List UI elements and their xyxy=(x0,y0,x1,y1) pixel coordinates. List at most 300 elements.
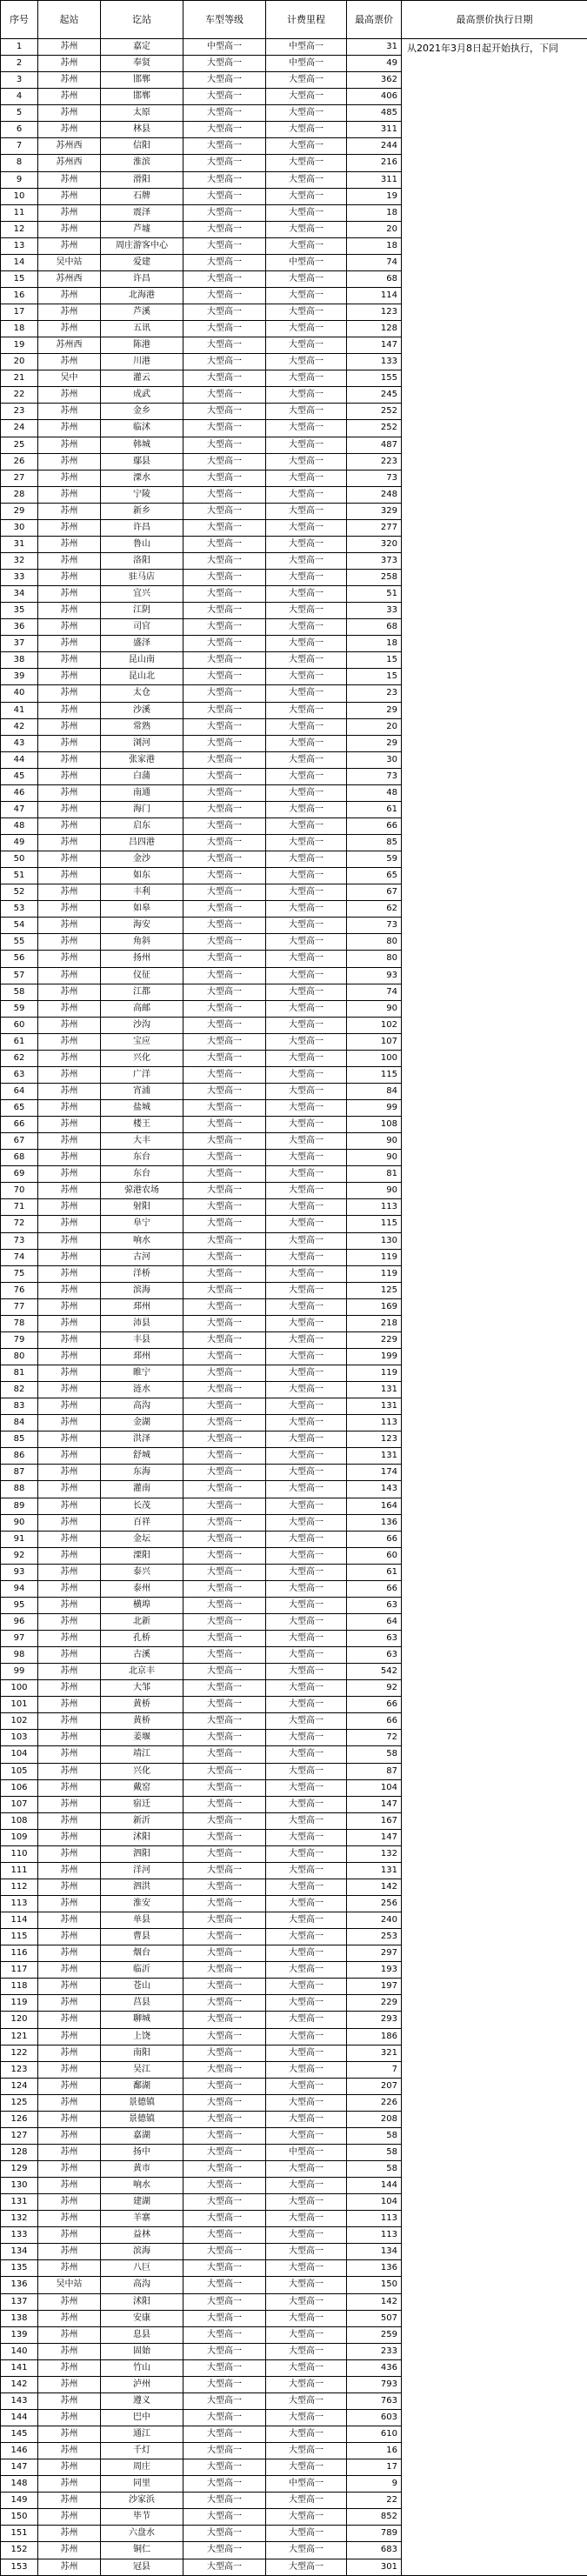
cell-from: 苏州 xyxy=(38,1962,101,1979)
cell-vehicle: 大型高一 xyxy=(183,2012,266,2028)
cell-price: 115 xyxy=(347,1216,402,1232)
cell-mileage: 大型高一 xyxy=(266,2094,347,2111)
cell-from: 苏州 xyxy=(38,1498,101,1514)
cell-vehicle: 大型高一 xyxy=(183,1481,266,1498)
cell-to: 烟台 xyxy=(101,1945,183,1962)
cell-to: 巴中 xyxy=(101,2409,183,2426)
cell-vehicle: 大型高一 xyxy=(183,420,266,437)
cell-mileage: 大型高一 xyxy=(266,1912,347,1929)
cell-to: 鄱湖 xyxy=(101,2078,183,2094)
cell-from: 苏州 xyxy=(38,636,101,652)
cell-from: 苏州 xyxy=(38,918,101,934)
cell-vehicle: 大型高一 xyxy=(183,221,266,237)
cell-price: 542 xyxy=(347,1664,402,1680)
cell-mileage: 中型高一 xyxy=(266,39,347,56)
cell-mileage: 大型高一 xyxy=(266,619,347,636)
cell-mileage: 大型高一 xyxy=(266,1199,347,1216)
cell-mileage: 大型高一 xyxy=(266,453,347,470)
cell-mileage: 大型高一 xyxy=(266,1183,347,1199)
cell-vehicle: 大型高一 xyxy=(183,1730,266,1746)
cell-mileage: 大型高一 xyxy=(266,2310,347,2326)
cell-price: 197 xyxy=(347,1979,402,1995)
cell-vehicle: 大型高一 xyxy=(183,1531,266,1547)
cell-price: 114 xyxy=(347,287,402,304)
cell-seq: 23 xyxy=(1,404,38,420)
cell-mileage: 大型高一 xyxy=(266,1348,347,1365)
header-vehicle: 车型等级 xyxy=(183,1,266,39)
cell-to: 戴窑 xyxy=(101,1779,183,1796)
cell-to: 沙溪 xyxy=(101,702,183,718)
cell-from: 苏州 xyxy=(38,1580,101,1597)
cell-to: 丰县 xyxy=(101,1331,183,1348)
cell-from: 苏州 xyxy=(38,1265,101,1282)
cell-from: 苏州 xyxy=(38,1647,101,1664)
cell-price: 293 xyxy=(347,2012,402,2028)
cell-from: 苏州 xyxy=(38,835,101,851)
cell-from: 苏州 xyxy=(38,2526,101,2542)
cell-from: 苏州 xyxy=(38,1713,101,1730)
cell-vehicle: 大型高一 xyxy=(183,1415,266,1431)
cell-vehicle: 大型高一 xyxy=(183,1083,266,1099)
cell-mileage: 大型高一 xyxy=(266,1117,347,1133)
cell-from: 苏州 xyxy=(38,967,101,984)
cell-to: 昆山北 xyxy=(101,669,183,685)
cell-to: 石牌 xyxy=(101,188,183,204)
cell-mileage: 大型高一 xyxy=(266,1298,347,1315)
cell-price: 93 xyxy=(347,967,402,984)
cell-from: 苏州 xyxy=(38,1050,101,1066)
cell-price: 74 xyxy=(347,254,402,270)
cell-price: 258 xyxy=(347,570,402,586)
cell-vehicle: 大型高一 xyxy=(183,2542,266,2559)
cell-price: 485 xyxy=(347,105,402,122)
cell-seq: 92 xyxy=(1,1547,38,1564)
cell-mileage: 大型高一 xyxy=(266,1845,347,1862)
cell-mileage: 大型高一 xyxy=(266,404,347,420)
cell-price: 17 xyxy=(347,2459,402,2476)
cell-from: 苏州 xyxy=(38,603,101,619)
cell-seq: 15 xyxy=(1,270,38,287)
cell-price: 63 xyxy=(347,1597,402,1613)
cell-to: 南阳 xyxy=(101,2045,183,2061)
cell-seq: 147 xyxy=(1,2459,38,2476)
cell-vehicle: 大型高一 xyxy=(183,2459,266,2476)
cell-vehicle: 大型高一 xyxy=(183,1713,266,1730)
cell-to: 溧阳 xyxy=(101,1547,183,1564)
cell-mileage: 大型高一 xyxy=(266,1033,347,1050)
cell-to: 沙家浜 xyxy=(101,2493,183,2509)
cell-price: 128 xyxy=(347,321,402,337)
cell-seq: 16 xyxy=(1,287,38,304)
cell-seq: 10 xyxy=(1,188,38,204)
cell-vehicle: 大型高一 xyxy=(183,105,266,122)
cell-to: 兴化 xyxy=(101,1050,183,1066)
cell-to: 横埠 xyxy=(101,1597,183,1613)
cell-seq: 62 xyxy=(1,1050,38,1066)
cell-vehicle: 大型高一 xyxy=(183,1547,266,1564)
cell-seq: 101 xyxy=(1,1697,38,1713)
cell-seq: 34 xyxy=(1,586,38,603)
cell-from: 苏州 xyxy=(38,801,101,818)
cell-seq: 3 xyxy=(1,72,38,89)
cell-seq: 139 xyxy=(1,2326,38,2343)
cell-vehicle: 大型高一 xyxy=(183,1398,266,1415)
cell-vehicle: 大型高一 xyxy=(183,304,266,321)
cell-mileage: 大型高一 xyxy=(266,1415,347,1431)
cell-mileage: 大型高一 xyxy=(266,2493,347,2509)
cell-mileage: 大型高一 xyxy=(266,519,347,536)
cell-vehicle: 大型高一 xyxy=(183,155,266,171)
cell-to: 益林 xyxy=(101,2227,183,2244)
cell-mileage: 大型高一 xyxy=(266,967,347,984)
cell-vehicle: 大型高一 xyxy=(183,2227,266,2244)
cell-from: 苏州 xyxy=(38,1017,101,1033)
cell-vehicle: 大型高一 xyxy=(183,1000,266,1017)
cell-vehicle: 大型高一 xyxy=(183,1100,266,1117)
cell-to: 响水 xyxy=(101,1232,183,1249)
cell-price: 58 xyxy=(347,2161,402,2178)
cell-price: 64 xyxy=(347,1613,402,1630)
cell-from: 苏州 xyxy=(38,1166,101,1183)
cell-to: 信阳 xyxy=(101,138,183,155)
cell-seq: 89 xyxy=(1,1498,38,1514)
cell-price: 487 xyxy=(347,437,402,453)
cell-from: 苏州 xyxy=(38,2426,101,2443)
cell-mileage: 大型高一 xyxy=(266,1962,347,1979)
cell-vehicle: 大型高一 xyxy=(183,1929,266,1945)
cell-vehicle: 大型高一 xyxy=(183,519,266,536)
cell-price: 73 xyxy=(347,470,402,486)
cell-vehicle: 大型高一 xyxy=(183,2359,266,2376)
cell-from: 苏州 xyxy=(38,685,101,702)
cell-vehicle: 大型高一 xyxy=(183,204,266,221)
cell-from: 苏州 xyxy=(38,2343,101,2359)
cell-seq: 48 xyxy=(1,818,38,834)
cell-mileage: 中型高一 xyxy=(266,56,347,72)
cell-price: 102 xyxy=(347,1017,402,1033)
cell-mileage: 大型高一 xyxy=(266,470,347,486)
cell-price: 193 xyxy=(347,1962,402,1979)
cell-mileage: 大型高一 xyxy=(266,1796,347,1812)
cell-from: 苏州 xyxy=(38,2476,101,2493)
cell-seq: 135 xyxy=(1,2260,38,2277)
cell-to: 海安 xyxy=(101,918,183,934)
cell-from: 苏州 xyxy=(38,1298,101,1315)
cell-vehicle: 大型高一 xyxy=(183,2078,266,2094)
cell-from: 苏州 xyxy=(38,503,101,519)
cell-from: 苏州 xyxy=(38,2111,101,2127)
cell-vehicle: 大型高一 xyxy=(183,354,266,370)
cell-seq: 90 xyxy=(1,1514,38,1531)
cell-to: 扬州 xyxy=(101,951,183,967)
cell-mileage: 大型高一 xyxy=(266,2061,347,2078)
cell-vehicle: 大型高一 xyxy=(183,1232,266,1249)
cell-mileage: 大型高一 xyxy=(266,2194,347,2211)
cell-mileage: 大型高一 xyxy=(266,1265,347,1282)
cell-seq: 97 xyxy=(1,1631,38,1647)
cell-vehicle: 大型高一 xyxy=(183,718,266,735)
cell-vehicle: 大型高一 xyxy=(183,2409,266,2426)
cell-vehicle: 大型高一 xyxy=(183,1448,266,1465)
cell-seq: 112 xyxy=(1,1879,38,1895)
cell-to: 安康 xyxy=(101,2310,183,2326)
cell-price: 81 xyxy=(347,1166,402,1183)
cell-vehicle: 大型高一 xyxy=(183,2443,266,2459)
cell-seq: 37 xyxy=(1,636,38,652)
cell-mileage: 大型高一 xyxy=(266,138,347,155)
cell-to: 金湖 xyxy=(101,1415,183,1431)
cell-price: 174 xyxy=(347,1465,402,1481)
cell-price: 131 xyxy=(347,1398,402,1415)
cell-price: 131 xyxy=(347,1862,402,1879)
cell-from: 苏州 xyxy=(38,453,101,470)
cell-seq: 54 xyxy=(1,918,38,934)
cell-seq: 113 xyxy=(1,1896,38,1912)
cell-from: 苏州 xyxy=(38,1216,101,1232)
cell-mileage: 大型高一 xyxy=(266,321,347,337)
cell-price: 113 xyxy=(347,1199,402,1216)
cell-to: 邯郸 xyxy=(101,72,183,89)
cell-mileage: 大型高一 xyxy=(266,552,347,569)
cell-from: 苏州 xyxy=(38,1365,101,1382)
cell-mileage: 大型高一 xyxy=(266,784,347,801)
cell-vehicle: 大型高一 xyxy=(183,619,266,636)
cell-seq: 148 xyxy=(1,2476,38,2493)
cell-price: 147 xyxy=(347,1829,402,1845)
cell-price: 136 xyxy=(347,2260,402,2277)
cell-mileage: 大型高一 xyxy=(266,2509,347,2526)
cell-price: 9 xyxy=(347,2476,402,2493)
cell-price: 321 xyxy=(347,2045,402,2061)
cell-to: 滨海 xyxy=(101,2244,183,2260)
cell-seq: 59 xyxy=(1,1000,38,1017)
cell-price: 233 xyxy=(347,2343,402,2359)
cell-vehicle: 大型高一 xyxy=(183,1779,266,1796)
cell-seq: 19 xyxy=(1,337,38,354)
cell-seq: 104 xyxy=(1,1746,38,1763)
cell-vehicle: 大型高一 xyxy=(183,2326,266,2343)
cell-to: 盐城 xyxy=(101,1100,183,1117)
cell-to: 千灯 xyxy=(101,2443,183,2459)
cell-price: 229 xyxy=(347,1995,402,2012)
cell-from: 苏州 xyxy=(38,1315,101,1331)
cell-to: 苍山 xyxy=(101,1979,183,1995)
cell-mileage: 大型高一 xyxy=(266,105,347,122)
cell-price: 16 xyxy=(347,2443,402,2459)
cell-vehicle: 大型高一 xyxy=(183,2144,266,2160)
cell-seq: 123 xyxy=(1,2061,38,2078)
cell-to: 滑阳 xyxy=(101,171,183,188)
cell-price: 207 xyxy=(347,2078,402,2094)
cell-seq: 66 xyxy=(1,1117,38,1133)
cell-seq: 152 xyxy=(1,2542,38,2559)
cell-price: 119 xyxy=(347,1249,402,1265)
cell-to: 古河 xyxy=(101,1249,183,1265)
cell-mileage: 大型高一 xyxy=(266,652,347,669)
cell-vehicle: 大型高一 xyxy=(183,636,266,652)
cell-price: 72 xyxy=(347,1730,402,1746)
cell-to: 黄市 xyxy=(101,2161,183,2178)
cell-price: 73 xyxy=(347,768,402,784)
cell-to: 东台 xyxy=(101,1150,183,1166)
cell-vehicle: 大型高一 xyxy=(183,884,266,901)
cell-seq: 126 xyxy=(1,2111,38,2127)
cell-seq: 28 xyxy=(1,486,38,503)
cell-seq: 35 xyxy=(1,603,38,619)
cell-seq: 106 xyxy=(1,1779,38,1796)
cell-mileage: 大型高一 xyxy=(266,868,347,884)
cell-to: 韩城 xyxy=(101,437,183,453)
cell-seq: 95 xyxy=(1,1597,38,1613)
cell-to: 灌南 xyxy=(101,1481,183,1498)
cell-vehicle: 大型高一 xyxy=(183,2277,266,2293)
cell-to: 溧水 xyxy=(101,470,183,486)
cell-from: 苏州 xyxy=(38,1481,101,1498)
cell-vehicle: 大型高一 xyxy=(183,1912,266,1929)
cell-mileage: 大型高一 xyxy=(266,835,347,851)
cell-from: 吴中站 xyxy=(38,254,101,270)
cell-seq: 6 xyxy=(1,122,38,138)
cell-to: 成武 xyxy=(101,387,183,404)
cell-to: 百祥 xyxy=(101,1514,183,1531)
cell-seq: 134 xyxy=(1,2244,38,2260)
cell-price: 51 xyxy=(347,586,402,603)
cell-seq: 63 xyxy=(1,1066,38,1083)
cell-to: 靖江 xyxy=(101,1746,183,1763)
cell-to: 嘉湖 xyxy=(101,2127,183,2144)
cell-from: 苏州 xyxy=(38,1730,101,1746)
cell-from: 苏州 xyxy=(38,1117,101,1133)
cell-seq: 105 xyxy=(1,1763,38,1779)
cell-to: 司官 xyxy=(101,619,183,636)
cell-mileage: 大型高一 xyxy=(266,420,347,437)
cell-seq: 115 xyxy=(1,1929,38,1945)
cell-to: 周庄 xyxy=(101,2459,183,2476)
cell-vehicle: 大型高一 xyxy=(183,2260,266,2277)
cell-price: 142 xyxy=(347,1879,402,1895)
cell-seq: 67 xyxy=(1,1133,38,1150)
cell-to: 上饶 xyxy=(101,2028,183,2045)
cell-seq: 70 xyxy=(1,1183,38,1199)
cell-to: 张家港 xyxy=(101,751,183,768)
cell-seq: 119 xyxy=(1,1995,38,2012)
cell-price: 142 xyxy=(347,2293,402,2310)
cell-mileage: 大型高一 xyxy=(266,237,347,254)
cell-mileage: 大型高一 xyxy=(266,1315,347,1331)
cell-mileage: 大型高一 xyxy=(266,1448,347,1465)
cell-mileage: 大型高一 xyxy=(266,2326,347,2343)
cell-from: 苏州 xyxy=(38,1199,101,1216)
cell-vehicle: 大型高一 xyxy=(183,1962,266,1979)
cell-mileage: 大型高一 xyxy=(266,2178,347,2194)
cell-price: 132 xyxy=(347,1845,402,1862)
cell-to: 驻马店 xyxy=(101,570,183,586)
cell-seq: 27 xyxy=(1,470,38,486)
cell-seq: 47 xyxy=(1,801,38,818)
cell-mileage: 大型高一 xyxy=(266,72,347,89)
cell-price: 223 xyxy=(347,453,402,470)
header-mileage: 计费里程 xyxy=(266,1,347,39)
cell-to: 鲁山 xyxy=(101,536,183,552)
cell-price: 229 xyxy=(347,1331,402,1348)
cell-vehicle: 大型高一 xyxy=(183,287,266,304)
cell-vehicle: 大型高一 xyxy=(183,122,266,138)
cell-from: 苏州 xyxy=(38,89,101,105)
cell-from: 苏州 xyxy=(38,2161,101,2178)
cell-vehicle: 大型高一 xyxy=(183,387,266,404)
cell-price: 789 xyxy=(347,2526,402,2542)
cell-to: 宿迁 xyxy=(101,1796,183,1812)
cell-from: 苏州 xyxy=(38,2310,101,2326)
cell-from: 苏州 xyxy=(38,784,101,801)
cell-from: 苏州 xyxy=(38,437,101,453)
cell-from: 苏州 xyxy=(38,1995,101,2012)
cell-to: 阜宁 xyxy=(101,1216,183,1232)
cell-from: 苏州 xyxy=(38,1879,101,1895)
cell-to: 孔桥 xyxy=(101,1631,183,1647)
cell-price: 67 xyxy=(347,884,402,901)
cell-vehicle: 大型高一 xyxy=(183,370,266,387)
cell-mileage: 大型高一 xyxy=(266,1580,347,1597)
cell-mileage: 大型高一 xyxy=(266,354,347,370)
cell-vehicle: 大型高一 xyxy=(183,1580,266,1597)
cell-from: 苏州 xyxy=(38,2227,101,2244)
cell-mileage: 大型高一 xyxy=(266,2343,347,2359)
cell-vehicle: 大型高一 xyxy=(183,586,266,603)
cell-price: 18 xyxy=(347,204,402,221)
cell-to: 川港 xyxy=(101,354,183,370)
cell-mileage: 大型高一 xyxy=(266,486,347,503)
cell-from: 苏州 xyxy=(38,1415,101,1431)
cell-to: 单县 xyxy=(101,1912,183,1929)
cell-seq: 5 xyxy=(1,105,38,122)
cell-price: 30 xyxy=(347,751,402,768)
cell-seq: 91 xyxy=(1,1531,38,1547)
cell-seq: 125 xyxy=(1,2094,38,2111)
cell-vehicle: 大型高一 xyxy=(183,1117,266,1133)
cell-mileage: 大型高一 xyxy=(266,702,347,718)
cell-to: 毕节 xyxy=(101,2509,183,2526)
cell-vehicle: 大型高一 xyxy=(183,486,266,503)
cell-seq: 132 xyxy=(1,2211,38,2227)
cell-mileage: 大型高一 xyxy=(266,901,347,918)
cell-mileage: 大型高一 xyxy=(266,934,347,951)
cell-to: 江都 xyxy=(101,984,183,1000)
cell-vehicle: 大型高一 xyxy=(183,404,266,420)
cell-mileage: 大型高一 xyxy=(266,1597,347,1613)
cell-vehicle: 大型高一 xyxy=(183,453,266,470)
cell-price: 49 xyxy=(347,56,402,72)
cell-vehicle: 大型高一 xyxy=(183,901,266,918)
cell-from: 苏州 xyxy=(38,321,101,337)
cell-vehicle: 大型高一 xyxy=(183,2178,266,2194)
cell-seq: 31 xyxy=(1,536,38,552)
cell-mileage: 大型高一 xyxy=(266,718,347,735)
cell-vehicle: 大型高一 xyxy=(183,56,266,72)
cell-vehicle: 大型高一 xyxy=(183,603,266,619)
table-row xyxy=(1,39,587,56)
cell-from: 苏州 xyxy=(38,2559,101,2575)
cell-to: 泰州 xyxy=(101,1580,183,1597)
cell-price: 99 xyxy=(347,1100,402,1117)
cell-to: 太仓 xyxy=(101,685,183,702)
cell-vehicle: 大型高一 xyxy=(183,1498,266,1514)
cell-from: 苏州 xyxy=(38,2326,101,2343)
cell-vehicle: 大型高一 xyxy=(183,685,266,702)
cell-mileage: 大型高一 xyxy=(266,951,347,967)
cell-to: 古溪 xyxy=(101,1647,183,1664)
cell-from: 苏州 xyxy=(38,1331,101,1348)
